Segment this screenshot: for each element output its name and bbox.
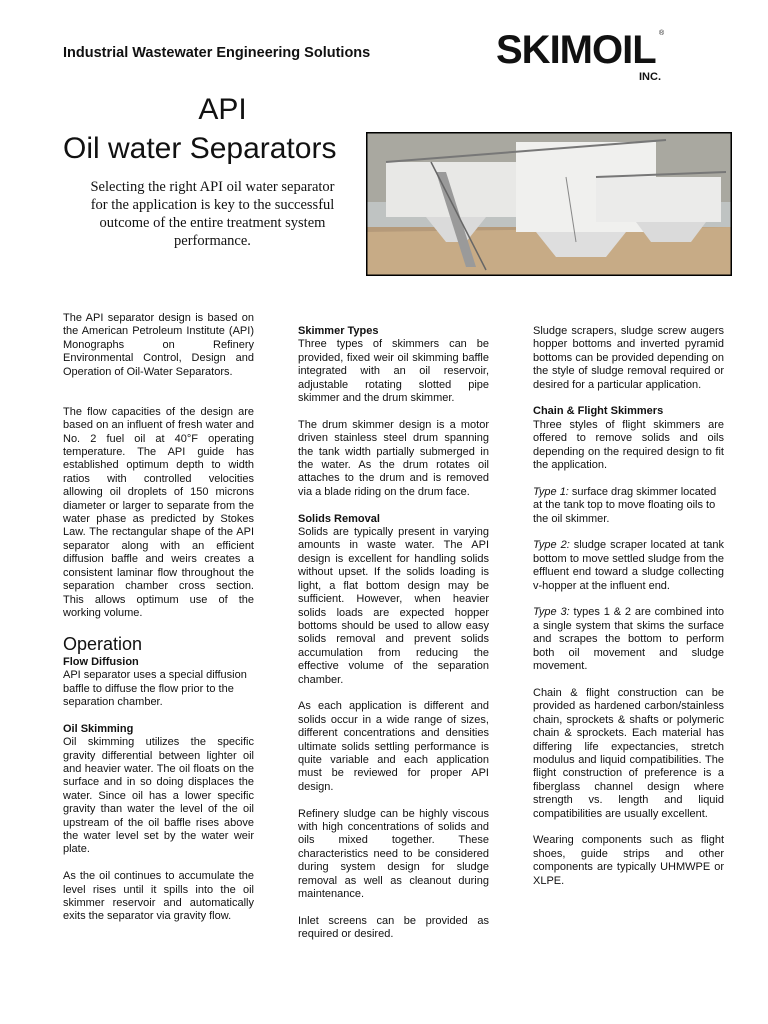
wearing-components-paragraph: Wearing components such as flight shoes, guide strips and other components are typically UHMWPE or XLPE. bbox=[533, 834, 724, 887]
refinery-sludge-paragraph: Refinery sludge can be highly viscous with high concentrations of solids and oils mixed together. These characteristics need to be considered during system design for sludge removal as well as cleanout during maintenance. bbox=[298, 807, 489, 900]
type1-paragraph bbox=[533, 486, 724, 526]
construction-paragraph: Chain & flight construction can be provided as hardened carbon/stainless chain, sprockets & shafts or polymeric chain & sprockets. Each material has differing life expectancies, stretch modulus and liquid compatibilities. The flight construction of preference is a fiberglass channel design where strength vs. length and liquid compatibilities are usually excellent. bbox=[533, 686, 724, 820]
intro-text: Selecting the right API oil water separator for the application is key to the successful outcome of the entire treatment system performance. bbox=[90, 179, 335, 249]
sludge-scrapers-paragraph: Sludge scrapers, sludge screw augers hopper bottoms and inverted pyramid bottoms can be provided depending on the style of sludge removal required or desired for a particular application. bbox=[533, 325, 724, 391]
column-right bbox=[533, 325, 724, 901]
page-title-line2: Oil water Separators bbox=[63, 132, 337, 165]
solids-removal-paragraph: Solids are typically present in varying amounts in waste water. The API design is excellent for handling solids without upset. If the solids loading is light, a flat bottom design may be sufficient. However, when heavier solids loads are expected hopper bottoms should be used to allow easy solids removal and prevent solids accumulation from reducing the effective volume of the separation chamber. bbox=[298, 526, 489, 686]
separator-photo bbox=[366, 132, 732, 276]
drum-skimmer-paragraph: The drum skimmer design is a motor driven stainless steel drum spanning the tank width partially submerged in the water. As the drum rotates oil attaches to the drum and is removed via a blade riding on the drum face. bbox=[298, 418, 489, 498]
type2-paragraph bbox=[533, 539, 724, 593]
logo-wordmark: SKIMOIL bbox=[496, 28, 656, 72]
skimmer-types-heading: Skimmer Types bbox=[298, 325, 379, 337]
type1-text: surface drag skimmer located at the tank top to move floating oils to the oil skimmer. bbox=[533, 485, 717, 525]
logo-inc: INC. bbox=[639, 71, 661, 83]
type3-paragraph bbox=[533, 606, 724, 673]
intro-paragraph: The API separator design is based on the American Petroleum Institute (API) Monographs on Refinery Environmental Control, Design and Operation of Oil-Water Separators. bbox=[63, 312, 254, 378]
application-paragraph: As each application is different and solids occur in a wide range of sizes, different concentrations and densities ultimate solids settling performance is quite variable and each application must be reviewed for proper API design. bbox=[298, 700, 489, 793]
inlet-screens-paragraph: Inlet screens can be provided as required or desired. bbox=[298, 914, 489, 941]
solids-removal-heading: Solids Removal bbox=[298, 512, 380, 525]
chain-flight-paragraph: Three styles of flight skimmers are offered to remove solids and oils depending on the required design to fit the application. bbox=[533, 418, 724, 472]
skimoil-logo bbox=[496, 28, 668, 102]
operation-heading: Operation bbox=[63, 633, 143, 654]
flow-capacity-paragraph: The flow capacities of the design are based on an influent of fresh water and No. 2 fuel oil at 40°F operating temperature. The API guide has established optimum depth to width ratios with controlled velocities allowing oil droplets of 150 microns diameter or larger to separate from the water phase as predicted by Stokes Law. The rectangular shape of the API separator along with an efficient diffusion baffle and weirs creates a consistent laminar flow throughout the separation chamber cross section. This allows optimum use of the working volume. bbox=[63, 405, 254, 619]
tagline: Industrial Wastewater Engineering Solutions bbox=[63, 45, 371, 61]
column-middle bbox=[298, 325, 489, 955]
column-left bbox=[63, 312, 254, 937]
logo-registered-mark: ® bbox=[659, 30, 665, 37]
type3-label: Type 3: bbox=[533, 606, 570, 619]
type1-label: Type 1: bbox=[533, 485, 569, 498]
flow-diffusion-paragraph: API separator uses a special diffusion baffle to diffuse the flow prior to the separation chamber. bbox=[63, 669, 247, 708]
accumulation-paragraph: As the oil continues to accumulate the level rises until it spills into the oil skimmer reservoir and automatically exits the separator via gravity flow. bbox=[63, 870, 254, 923]
flow-diffusion-heading: Flow Diffusion bbox=[63, 655, 139, 668]
oil-skimming-paragraph: Oil skimming utilizes the specific gravity differential between lighter oil and heavier water. The oil floats on the surface and in so doing displaces the water. Since oil has a lower specific gravity than water the level of the oil upstream of the oil baffle rises above the water level set by the water weir plate. bbox=[63, 736, 254, 856]
oil-skimming-heading: Oil Skimming bbox=[63, 722, 134, 735]
type2-label: Type 2: bbox=[533, 539, 570, 552]
chain-flight-heading: Chain & Flight Skimmers bbox=[533, 405, 664, 418]
skimmer-types-paragraph: Three types of skimmers can be provided, fixed weir oil skimming baffle integrated with an oil reservoir, adjustable rotating slotted pipe skimmer and the drum skimmer. bbox=[298, 338, 489, 405]
page-title-line1: API bbox=[198, 93, 247, 126]
type2-text: sludge scraper located at tank bottom to move settled sludge from the effluent end toward a sludge collecting v-hopper at the influent end. bbox=[533, 539, 725, 592]
type3-text: types 1 & 2 are combined into a single system that skims the surface and scrapes the bottom to perform both oil movement and sludge movement. bbox=[533, 606, 724, 673]
